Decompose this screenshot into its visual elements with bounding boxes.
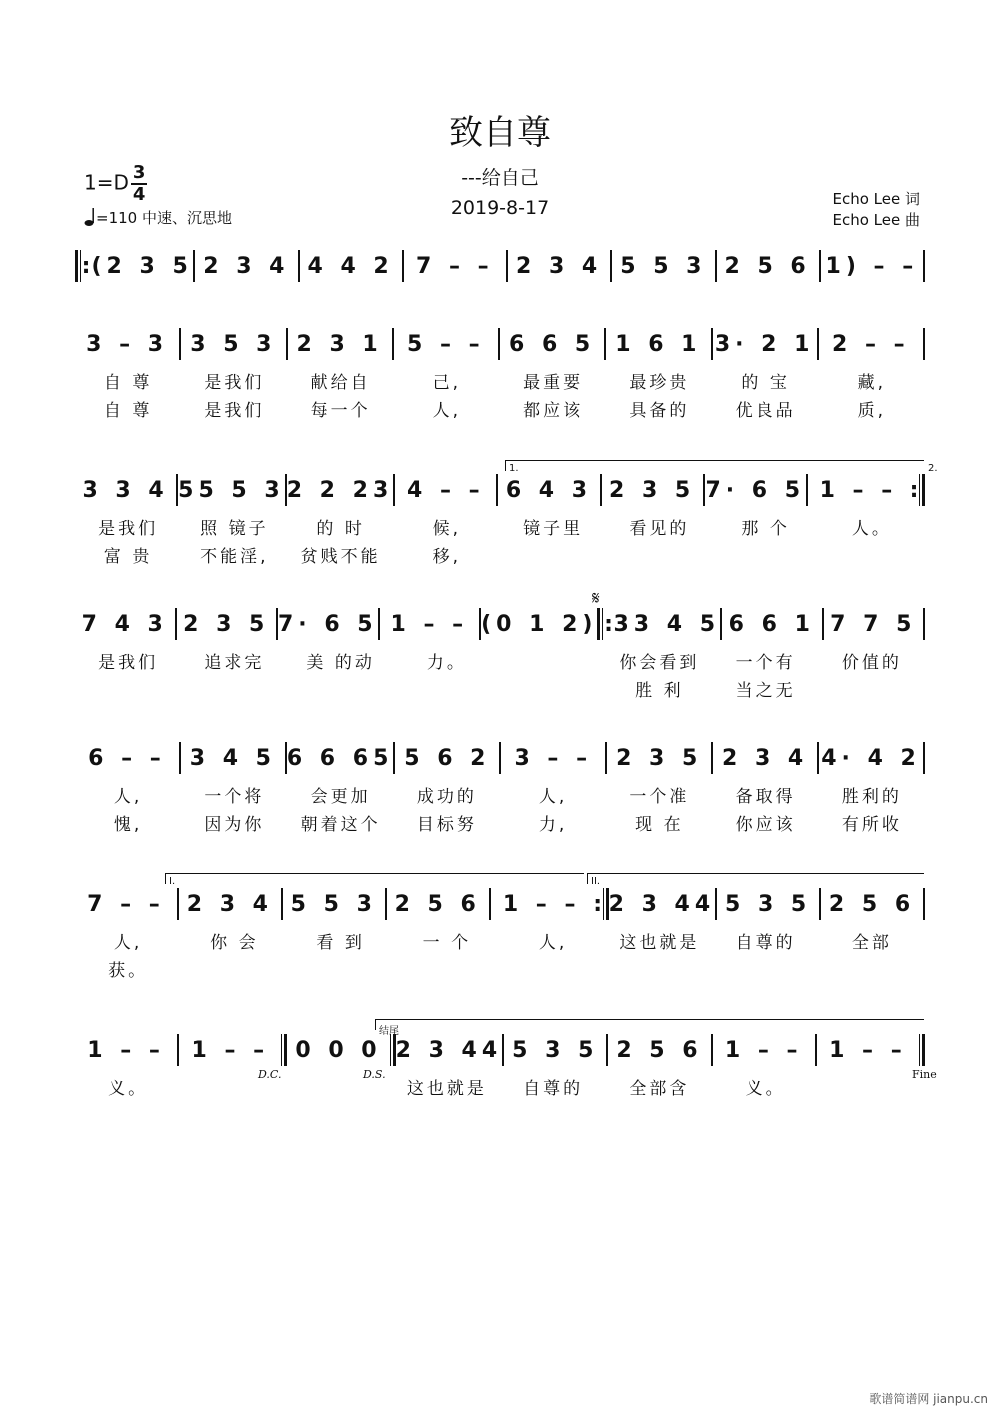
measure: 3 5 3 xyxy=(190,331,277,357)
lyric: 不能淫, xyxy=(200,546,269,567)
measure: 2 3 4 xyxy=(186,891,273,917)
lyric: 这也就是 xyxy=(619,932,700,953)
lyric: 全部 xyxy=(851,932,892,953)
lyric: 自尊的 xyxy=(523,1078,584,1099)
composer-credit: Echo Lee 曲 xyxy=(832,211,920,229)
lyric: 那 个 xyxy=(741,518,790,539)
measures xyxy=(75,322,925,366)
ds-marking: D.S. xyxy=(363,1068,386,1081)
lyric: 人, xyxy=(113,786,143,807)
score-row-4 xyxy=(75,602,925,702)
lyric-line-2 xyxy=(75,674,925,702)
fine-marking: Fine xyxy=(912,1068,937,1081)
measure: 3 – – xyxy=(514,745,593,771)
lyric: 每一个 xyxy=(310,400,371,421)
lyric: 都应该 xyxy=(523,400,584,421)
lyric: 因为你 xyxy=(204,814,265,835)
lyric: 你会看到 xyxy=(619,652,700,673)
lyric-line-1 xyxy=(75,512,925,540)
lyric: 当之无 xyxy=(735,680,796,701)
measure: 55 5 3 xyxy=(178,477,285,503)
lyric: 追求完 xyxy=(204,652,265,673)
measure: 4· 4 2 xyxy=(821,745,921,771)
repeat-dots: : xyxy=(81,253,91,279)
volta-label-II: II. xyxy=(591,876,601,887)
lyric: 人, xyxy=(538,932,568,953)
measures xyxy=(75,736,925,780)
lyric: 看见的 xyxy=(629,518,690,539)
measure: 5 3 5 xyxy=(512,1037,599,1063)
measure: 2 3 5 xyxy=(616,745,703,771)
measure: 1) – – xyxy=(825,253,919,279)
watermark: 歌谱简谱网 jianpu.cn xyxy=(869,1392,988,1406)
lyric: 是我们 xyxy=(204,400,265,421)
lyric-line-2 xyxy=(75,540,925,568)
measure: 7 – – xyxy=(87,891,165,917)
score-row-5 xyxy=(75,736,925,836)
measure: 6 6 5 xyxy=(509,331,596,357)
measure: 6 6 1 xyxy=(728,611,815,637)
lyric-line-1 xyxy=(75,366,925,394)
lyric: 移, xyxy=(432,546,462,567)
key-signature xyxy=(84,163,147,205)
measure: 1 – – xyxy=(502,891,581,917)
measure: 3 4 5 xyxy=(189,745,276,771)
song-title: 致自尊 xyxy=(449,113,551,153)
lyric-line-2 xyxy=(75,394,925,422)
lyric: 美 的动 xyxy=(306,652,375,673)
lyric: 现 在 xyxy=(635,814,684,835)
lyric: 力。 xyxy=(426,652,467,673)
lyric: 镜子里 xyxy=(523,518,584,539)
lyric: 优良品 xyxy=(735,400,796,421)
score-row-2 xyxy=(75,322,925,422)
score-row-6 xyxy=(75,882,925,982)
lyric: 看 到 xyxy=(316,932,365,953)
segno-icon: 𝄋 xyxy=(592,588,600,609)
repeat-dots: : xyxy=(593,891,603,917)
measure: 6 6 65 xyxy=(286,745,394,771)
measure: 1 – – xyxy=(819,477,898,503)
volta-label-1: 1. xyxy=(509,463,519,474)
lyric: 义。 xyxy=(745,1078,786,1099)
measure: 2 5 6 xyxy=(724,253,811,279)
lyric: 己, xyxy=(432,372,462,393)
measures xyxy=(75,1028,925,1072)
lyric: 朝着这个 xyxy=(300,814,381,835)
measure: 7 4 3 xyxy=(81,611,168,637)
lyric: 一个将 xyxy=(204,786,265,807)
lyric: 获。 xyxy=(108,960,149,981)
time-denominator: 4 xyxy=(132,184,146,205)
measure: 2 3 4 xyxy=(722,745,809,771)
time-numerator: 3 xyxy=(132,162,146,183)
measure: 33 4 5 xyxy=(613,611,721,637)
measure: 2 3 1 xyxy=(296,331,383,357)
lyric: 是我们 xyxy=(98,518,159,539)
measures xyxy=(75,468,925,512)
lyric: 质, xyxy=(857,400,887,421)
lyric: 会更加 xyxy=(310,786,371,807)
lyric: 全部含 xyxy=(629,1078,690,1099)
measures xyxy=(75,244,925,288)
volta-label-I: I. xyxy=(169,876,176,887)
time-signature xyxy=(131,163,148,205)
lyric: 备取得 xyxy=(735,786,796,807)
lyric: 候, xyxy=(432,518,462,539)
barline xyxy=(923,328,925,360)
lyric: 人, xyxy=(432,400,462,421)
lyric: 有所收 xyxy=(841,814,902,835)
lyric: 人。 xyxy=(851,518,892,539)
measure: 5 6 2 xyxy=(404,745,491,771)
lyric: 价值的 xyxy=(841,652,902,673)
lyric-line-1 xyxy=(75,926,925,954)
measure: 1 – – xyxy=(724,1037,803,1063)
lyric-line-2 xyxy=(75,954,925,982)
lyric: 你应该 xyxy=(735,814,796,835)
measure: 3 – 3 xyxy=(86,331,169,357)
barline xyxy=(923,608,925,640)
measure: 7 7 5 xyxy=(830,611,917,637)
lyric-line-1 xyxy=(75,780,925,808)
measure: 1 – – xyxy=(87,1037,165,1063)
lyric: 是我们 xyxy=(98,652,159,673)
measure: 6 4 3 xyxy=(505,477,593,503)
lyric: 你 会 xyxy=(210,932,259,953)
lyric: 照 镜子 xyxy=(200,518,269,539)
lyric: 胜利的 xyxy=(841,786,902,807)
repeat-dots: : xyxy=(604,611,613,637)
repeat-dots: : xyxy=(909,477,919,503)
dc-marking: D.C. xyxy=(258,1068,282,1081)
score-row-7 xyxy=(75,1028,925,1100)
measure: 3· 2 1 xyxy=(714,331,815,357)
lyric: 成功的 xyxy=(416,786,477,807)
lyric: 愧, xyxy=(113,814,143,835)
tempo-text: =110 中速、沉思地 xyxy=(96,209,232,227)
lyric: 这也就是 xyxy=(406,1078,487,1099)
lyric: 具备的 xyxy=(629,400,690,421)
measure: 2 3 5 xyxy=(183,611,270,637)
measure: 1 – – xyxy=(390,611,469,637)
lyric: 自 尊 xyxy=(103,400,153,421)
measure: 1 – – xyxy=(829,1037,907,1063)
measure: 6 – – xyxy=(88,745,166,771)
measure: 5 3 5 xyxy=(725,891,812,917)
barline xyxy=(923,888,925,920)
measure: 5 5 3 xyxy=(290,891,377,917)
repeat-end-barline xyxy=(919,474,925,506)
measure: 2 5 6 xyxy=(394,891,481,917)
lyric-line-2 xyxy=(75,808,925,836)
lyric: 最珍贵 xyxy=(629,372,690,393)
measure: 2 3 44 xyxy=(395,1037,503,1063)
barline xyxy=(923,250,925,282)
tempo-marking xyxy=(84,207,232,228)
measure: 2 3 5 xyxy=(608,477,696,503)
lyric: 一 个 xyxy=(422,932,472,953)
score-row-1 xyxy=(75,244,925,288)
measure: 0 0 0 xyxy=(295,1037,382,1063)
lyric: 最重要 xyxy=(523,372,584,393)
quarter-note-icon xyxy=(84,207,96,227)
measure: 3 3 4 xyxy=(82,477,169,503)
measures xyxy=(75,882,925,926)
lyric: 胜 利 xyxy=(635,680,684,701)
lyric-line-1 xyxy=(75,1072,925,1100)
measure: 2 – – xyxy=(832,331,910,357)
measure: 2 5 6 xyxy=(828,891,916,917)
lyric: 目标努 xyxy=(416,814,477,835)
lyric: 人, xyxy=(538,786,568,807)
measure: 2 3 4 xyxy=(516,253,603,279)
final-barline xyxy=(919,1034,925,1066)
lyric: 富 贵 xyxy=(103,546,153,567)
measure: 1 6 1 xyxy=(615,331,702,357)
lyric: 一个有 xyxy=(735,652,796,673)
measure: 2 3 44 xyxy=(608,891,716,917)
measure: 7· 6 5 xyxy=(705,477,806,503)
measure: 7 – – xyxy=(416,253,494,279)
lyric: 献给自 xyxy=(310,372,371,393)
song-date: 2019-8-17 xyxy=(450,197,550,219)
lyric: 的 宝 xyxy=(741,372,790,393)
coda-label: 结尾 xyxy=(379,1026,399,1037)
measure: 4 4 2 xyxy=(307,253,394,279)
lyric: 是我们 xyxy=(204,372,265,393)
measure: 2 5 6 xyxy=(616,1037,703,1063)
lyric: 藏, xyxy=(857,372,887,393)
lyric: 人, xyxy=(113,932,143,953)
measure: 5 5 3 xyxy=(620,253,707,279)
measure: 4 – – xyxy=(407,477,485,503)
measure: 1 – – xyxy=(191,1037,270,1063)
measure: 2 2 23 xyxy=(286,477,394,503)
song-subtitle: ---给自己 xyxy=(461,167,539,189)
lyric: 贫贱不能 xyxy=(300,546,381,567)
lyric: 力, xyxy=(538,814,568,835)
key-label: 1=D xyxy=(84,170,129,195)
lyric: 的 时 xyxy=(316,518,365,539)
measure: 5 – – xyxy=(407,331,485,357)
barline xyxy=(923,742,925,774)
score-row-3 xyxy=(75,468,925,568)
lyric: 义。 xyxy=(108,1078,149,1099)
lyricist-credit: Echo Lee 词 xyxy=(832,190,920,208)
measures xyxy=(75,602,925,646)
volta-label-2: 2. xyxy=(928,463,938,474)
measure: (0 1 2) xyxy=(481,611,598,637)
measure: (2 3 5 xyxy=(91,253,193,279)
lyric: 自尊的 xyxy=(735,932,796,953)
lyric: 自 尊 xyxy=(103,372,153,393)
measure: 7· 6 5 xyxy=(278,611,378,637)
lyric-line-1 xyxy=(75,646,925,674)
lyric: 一个准 xyxy=(629,786,690,807)
measure: 2 3 4 xyxy=(203,253,290,279)
